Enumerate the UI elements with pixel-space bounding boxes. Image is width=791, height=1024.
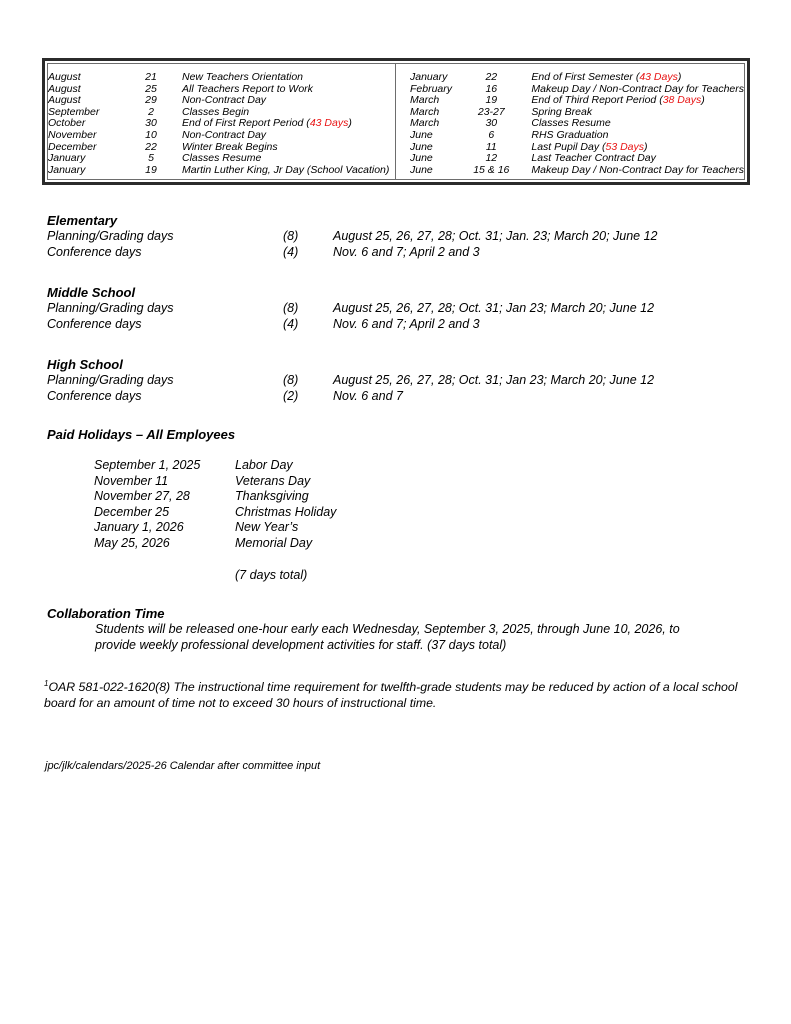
calendar-row: [404, 153, 744, 165]
calendar-day: 5: [148, 152, 154, 165]
calendar-day: 19: [485, 94, 498, 107]
calendar-description: Makeup Day / Non-Contract Day for Teachers: [531, 82, 744, 95]
days-row-detail: Nov. 6 and 7: [333, 388, 403, 403]
days-row-label: Planning/Grading days: [47, 301, 174, 315]
section-middle-school: [47, 285, 747, 332]
calendar-description-suffix: ): [644, 140, 648, 153]
calendar-row: [404, 72, 744, 84]
holiday-date: September 1, 2025: [94, 458, 201, 472]
collaboration-time-body: Students will be released one-hour early each Wednesday, September 3, 2025, through June 10, 2026, to provide weekly professional development activities for staff. (37 days total): [95, 622, 680, 652]
calendar-day: 29: [145, 94, 157, 107]
calendar-month: February: [410, 82, 453, 95]
section-title-collaboration-time: Collaboration Time: [47, 606, 165, 621]
calendar-month: January: [48, 163, 86, 176]
days-row-count: (4): [283, 244, 299, 259]
calendar-month: November: [48, 128, 97, 141]
calendar-description-text: Last Pupil Day (: [531, 140, 606, 153]
holiday-name: Veterans Day: [235, 473, 311, 488]
calendar-row: [48, 72, 395, 84]
days-row-detail: August 25, 26, 27, 28; Oct. 31; Jan. 23; March 20; June 12: [333, 229, 658, 243]
holiday-row: [94, 536, 336, 552]
holiday-date: December 25: [94, 504, 170, 519]
calendar-row: [48, 165, 395, 177]
calendar-description: Classes Resume: [182, 152, 262, 165]
calendar-day-count-highlight: 53 Days: [605, 140, 645, 153]
holiday-name: Memorial Day: [235, 535, 313, 550]
calendar-right-column: [396, 64, 744, 179]
calendar-day: 22: [485, 71, 498, 83]
calendar-month: June: [410, 163, 433, 176]
days-row-detail: Nov. 6 and 7; April 2 and 3: [333, 244, 480, 259]
calendar-month: June: [410, 140, 433, 153]
calendar-description-text: End of Third Report Period (: [531, 94, 663, 107]
section-collaboration-time: [47, 606, 747, 653]
calendar-day: 16: [485, 82, 498, 95]
calendar-month: January: [48, 152, 86, 165]
days-row-count: (8): [283, 229, 299, 243]
calendar-description: Makeup Day / Non-Contract Day for Teachers: [531, 163, 744, 176]
calendar-description: RHS Graduation: [531, 128, 609, 141]
footnote-marker: 1: [44, 679, 49, 688]
calendar-description: Spring Break: [531, 105, 593, 118]
holiday-row: [94, 458, 336, 474]
calendar-description-suffix: ): [677, 71, 682, 83]
calendar-month: December: [48, 140, 97, 153]
calendar-month: March: [410, 117, 440, 130]
days-row-detail: August 25, 26, 27, 28; Oct. 31; Jan 23; March 20; June 12: [333, 301, 655, 315]
days-row-label: Planning/Grading days: [47, 229, 174, 243]
holiday-date: November 27, 28: [94, 489, 190, 504]
calendar-day: 21: [145, 71, 157, 83]
calendar-day-count-highlight: 38 Days: [662, 94, 702, 107]
calendar-description-suffix: ): [701, 94, 705, 107]
days-row-label: Conference days: [47, 388, 142, 403]
days-row-detail: August 25, 26, 27, 28; Oct. 31; Jan 23; March 20; June 12: [333, 373, 655, 387]
middle-school-days-table: [47, 301, 654, 332]
section-title-high-school: High School: [47, 357, 123, 372]
calendar-description: Martin Luther King, Jr Day (School Vacation): [182, 163, 390, 176]
calendar-dates-table-inner-frame: [47, 63, 745, 180]
calendar-month: September: [48, 105, 100, 118]
section-title-middle-school: Middle School: [47, 285, 136, 300]
holiday-row: [94, 520, 336, 536]
days-row-count: (2): [283, 388, 299, 403]
days-row-label: Conference days: [47, 244, 142, 259]
paid-holidays-table: [94, 458, 336, 552]
calendar-day: 23-27: [477, 105, 505, 118]
holiday-row: [94, 474, 336, 490]
calendar-day: 19: [145, 163, 157, 176]
calendar-row: [48, 153, 395, 165]
days-row-label: Conference days: [47, 316, 142, 331]
holiday-row: [94, 489, 336, 505]
calendar-day-count-highlight: 43 Days: [309, 117, 349, 130]
calendar-description: Non-Contract Day: [182, 94, 267, 107]
calendar-description-text: End of First Report Period (: [182, 117, 310, 130]
section-title-paid-holidays: Paid Holidays – All Employees: [47, 427, 236, 442]
calendar-description: Classes Resume: [531, 117, 611, 130]
calendar-month: June: [410, 152, 433, 165]
holiday-name: Christmas Holiday: [235, 504, 337, 519]
calendar-description: Non-Contract Day: [182, 128, 267, 141]
calendar-description: Last Teacher Contract Day: [531, 152, 656, 165]
calendar-day: 15 & 16: [473, 163, 510, 176]
calendar-row: [404, 165, 744, 177]
days-row: [47, 317, 654, 333]
days-row: [47, 301, 654, 317]
calendar-day: 30: [145, 117, 157, 130]
days-row: [47, 373, 654, 389]
high-school-days-table: [47, 373, 654, 404]
holiday-name: Labor Day: [235, 458, 293, 472]
calendar-month: August: [48, 71, 81, 83]
holiday-date: May 25, 2026: [94, 535, 170, 550]
days-row-count: (8): [283, 301, 299, 315]
calendar-description-text: End of First Semester (: [531, 71, 640, 83]
calendar-description: New Teachers Orientation: [182, 71, 304, 83]
days-row-count: (4): [283, 316, 299, 331]
days-row-detail: Nov. 6 and 7; April 2 and 3: [333, 316, 480, 331]
calendar-day: 30: [485, 117, 498, 130]
days-row-count: (8): [283, 373, 299, 387]
holiday-name: New Year’s: [235, 520, 299, 535]
calendar-month: October: [48, 117, 86, 130]
calendar-description: [517, 72, 744, 84]
calendar-description: Classes Begin: [182, 105, 250, 118]
section-high-school: [47, 357, 747, 404]
calendar-month: March: [410, 94, 440, 107]
calendar-month: June: [410, 128, 433, 141]
calendar-day: 25: [145, 82, 157, 95]
calendar-month: January: [410, 71, 448, 83]
calendar-day: 12: [485, 152, 498, 165]
days-row: [47, 229, 658, 245]
calendar-right-table: [404, 72, 744, 176]
calendar-left-table: [48, 72, 395, 176]
calendar-month: August: [48, 94, 81, 107]
calendar-left-column: [48, 64, 396, 179]
calendar-description: Winter Break Begins: [182, 140, 278, 153]
holiday-date: November 11: [94, 473, 169, 488]
elementary-days-table: [47, 229, 658, 260]
calendar-day: 11: [485, 140, 497, 153]
holiday-date: January 1, 2026: [94, 520, 184, 535]
section-elementary: [47, 213, 747, 260]
calendar-month: March: [410, 105, 440, 118]
calendar-day: 2: [148, 105, 154, 118]
calendar-month: August: [48, 82, 81, 95]
section-paid-holidays: [47, 427, 747, 582]
footnote: [44, 676, 749, 711]
calendar-description: All Teachers Report to Work: [182, 82, 313, 95]
calendar-dates-table: [42, 58, 750, 185]
calendar-day: 10: [145, 128, 157, 141]
paid-holidays-total: (7 days total): [235, 567, 308, 582]
days-row: [47, 389, 654, 405]
calendar-day: 6: [488, 128, 495, 141]
calendar-row: [48, 130, 395, 142]
section-title-elementary: Elementary: [47, 213, 118, 228]
file-reference-line: jpc/jlk/calendars/2025-26 Calendar after committee input: [45, 760, 321, 772]
calendar-description-suffix: ): [348, 117, 352, 130]
days-row-label: Planning/Grading days: [47, 373, 174, 387]
holiday-row: [94, 505, 336, 521]
calendar-day-count-highlight: 43 Days: [639, 71, 678, 83]
footnote-text: OAR 581-022-1620(8) The instructional time requirement for twelfth-grade students may be reduced by action of a local school board for an amount of time not to exceed 30 hours of instructional time.: [44, 680, 738, 710]
days-row: [47, 245, 658, 261]
holiday-name: Thanksgiving: [235, 489, 309, 504]
calendar-day: 22: [145, 140, 157, 153]
